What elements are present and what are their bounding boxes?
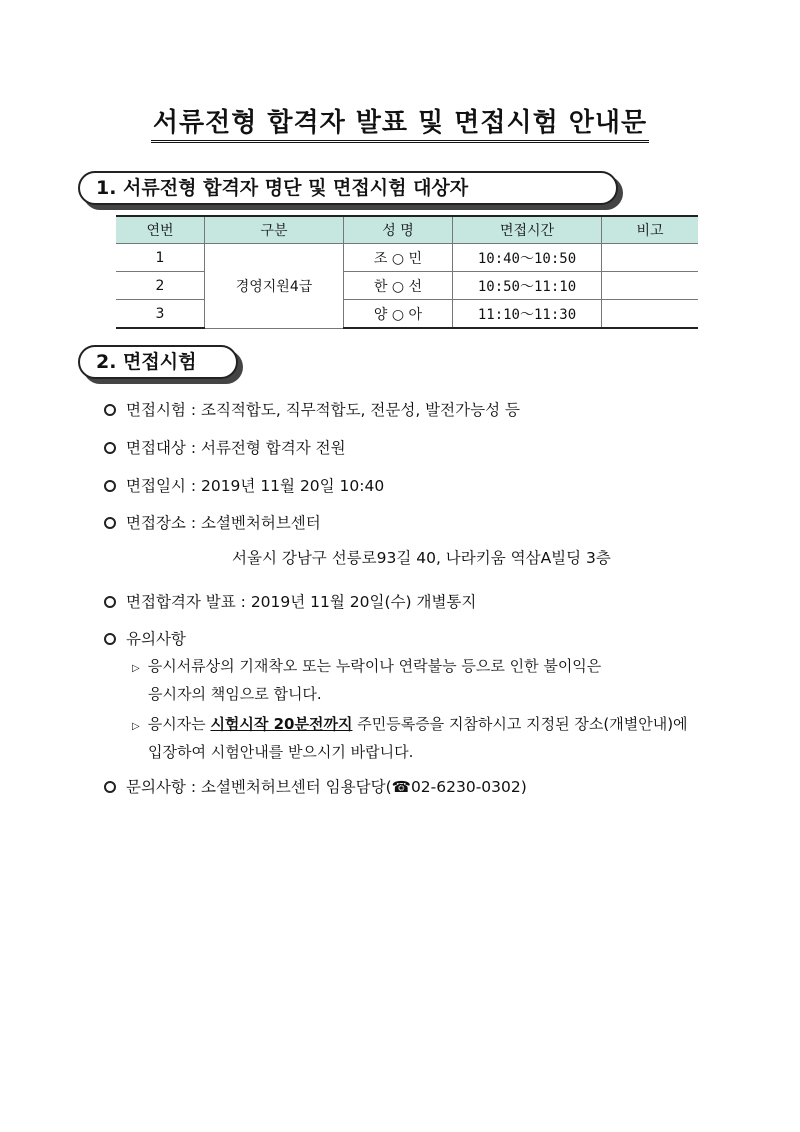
col-no: 연번 [116, 216, 205, 244]
cell-time: 10:50～11:10 [453, 272, 602, 300]
circle-bullet-icon [104, 442, 116, 454]
note-item-continued: 응시자의 책임으로 합니다. [148, 685, 322, 703]
circle-bullet-icon [104, 596, 116, 608]
cell-name: 한 ○ 선 [344, 272, 453, 300]
cell-note [602, 244, 699, 272]
table-row [116, 300, 698, 329]
table-row [116, 244, 698, 272]
note-item: ▷ 응시자는 시험시작 20분전까지 주민등록증을 지참하시고 지정된 장소(개별안내)에 [132, 715, 688, 733]
circle-bullet-icon [104, 517, 116, 529]
cell-time: 10:40～10:50 [453, 244, 602, 272]
list-item: 면접대상 : 서류전형 합격자 전원 [104, 436, 346, 458]
cell-category: 경영지원4급 [205, 244, 344, 329]
section-1-heading: 1. 서류전형 합격자 명단 및 면접시험 대상자 [78, 171, 618, 205]
cell-no: 1 [116, 244, 205, 272]
list-item: 유의사항 [104, 627, 186, 649]
cell-time: 11:10～11:30 [453, 300, 602, 329]
list-item: 문의사항 : 소셜벤처허브센터 임용담당(☎02-6230-0302) [104, 775, 527, 797]
cell-note [602, 272, 699, 300]
list-item: 면접시험 : 조직적합도, 직무적합도, 전문성, 발전가능성 등 [104, 398, 520, 420]
col-note: 비고 [602, 216, 699, 244]
circle-bullet-icon [104, 781, 116, 793]
cell-no: 2 [116, 272, 205, 300]
circle-bullet-icon [104, 404, 116, 416]
cell-name: 조 ○ 민 [344, 244, 453, 272]
emphasis-text: 시험시작 20분전까지 [210, 715, 353, 733]
circle-bullet-icon [104, 480, 116, 492]
section-2-heading: 2. 면접시험 [78, 345, 238, 379]
list-item: 면접합격자 발표 : 2019년 11월 20일(수) 개별통지 [104, 590, 476, 612]
cell-name: 양 ○ 아 [344, 300, 453, 329]
candidate-table [116, 215, 698, 329]
col-category: 구분 [205, 216, 344, 244]
col-name: 성 명 [344, 216, 453, 244]
table-row [116, 272, 698, 300]
triangle-bullet-icon: ▷ [132, 721, 140, 732]
phone-icon: ☎ [391, 778, 411, 796]
cell-note [602, 300, 699, 329]
note-item-continued: 입장하여 시험안내를 받으시기 바랍니다. [148, 743, 414, 761]
triangle-bullet-icon: ▷ [132, 663, 140, 674]
col-time: 면접시간 [453, 216, 602, 244]
document-title: 서류전형 합격자 발표 및 면접시험 안내문 [0, 102, 800, 139]
note-item: ▷ 응시서류상의 기재착오 또는 누락이나 연락불능 등으로 인한 불이익은 [132, 657, 602, 675]
circle-bullet-icon [104, 633, 116, 645]
list-item: 면접장소 : 소셜벤처허브센터 [104, 511, 321, 533]
table-header-row [116, 216, 698, 244]
cell-no: 3 [116, 300, 205, 329]
address-line: 서울시 강남구 선릉로93길 40, 나라키움 역삼A빌딩 3층 [232, 549, 611, 567]
list-item: 면접일시 : 2019년 11월 20일 10:40 [104, 474, 384, 496]
